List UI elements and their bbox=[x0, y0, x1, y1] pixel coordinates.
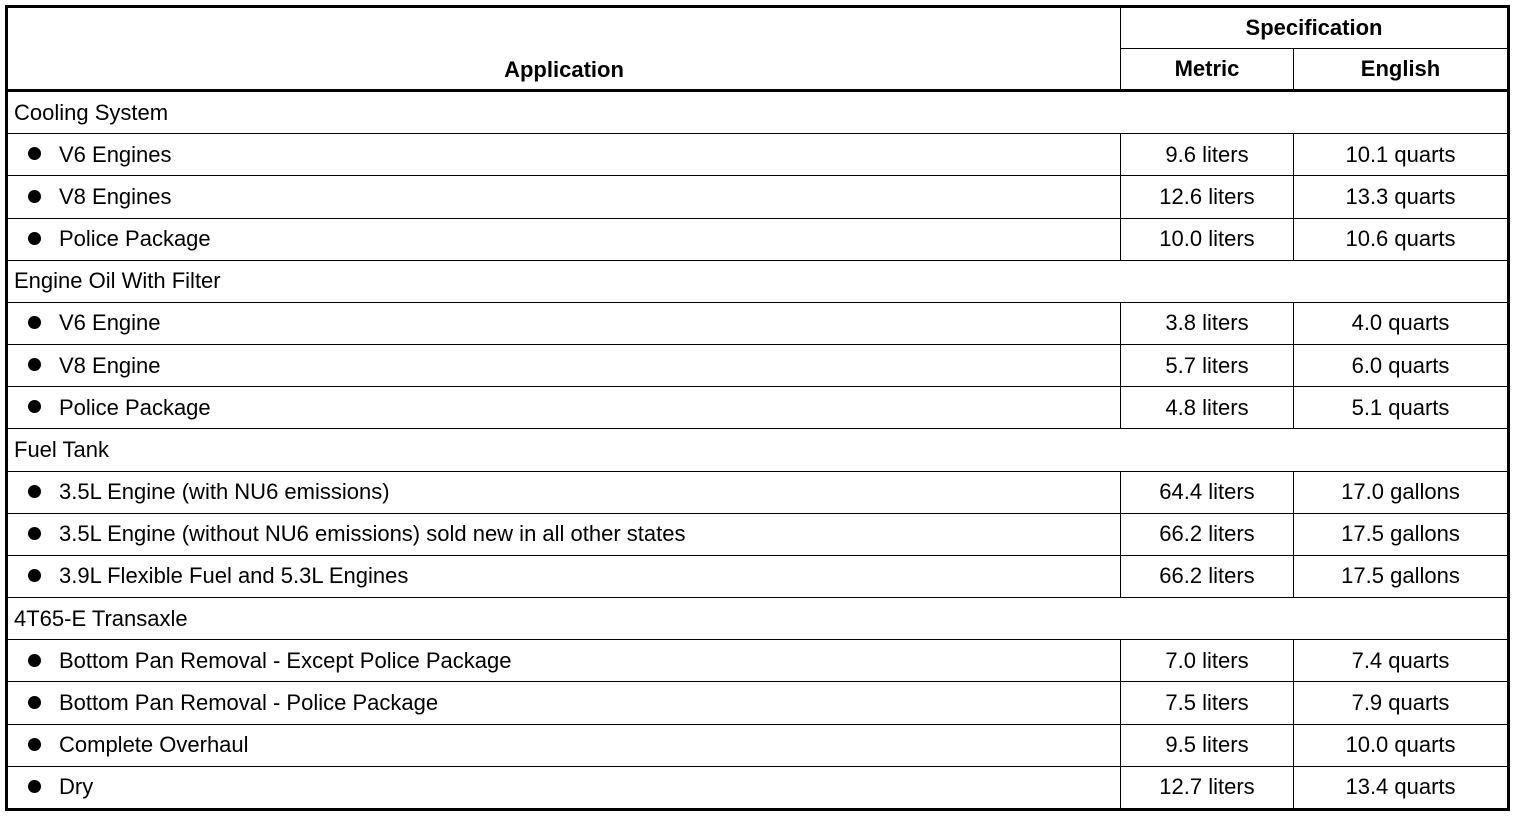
application-cell bbox=[7, 640, 1121, 682]
metric-value: 10.0 liters bbox=[1121, 218, 1294, 260]
bullet-icon bbox=[28, 232, 41, 245]
english-value: 10.0 quarts bbox=[1294, 724, 1509, 766]
bullet-icon bbox=[28, 316, 41, 329]
application-label: Complete Overhaul bbox=[59, 732, 249, 758]
application-label: Dry bbox=[59, 774, 94, 800]
section-title: Fuel Tank bbox=[7, 429, 1509, 471]
application-cell bbox=[7, 471, 1121, 513]
application-cell bbox=[7, 176, 1121, 218]
bullet-icon bbox=[28, 485, 41, 498]
application-label: Bottom Pan Removal - Police Package bbox=[59, 690, 439, 715]
bullet-icon bbox=[28, 569, 41, 582]
application-label: Police Package bbox=[59, 394, 211, 420]
application-label: Police Package bbox=[59, 226, 211, 252]
section-title: Engine Oil With Filter bbox=[7, 260, 1509, 302]
application-label: V8 Engine bbox=[59, 352, 161, 378]
metric-value: 66.2 liters bbox=[1121, 555, 1294, 597]
table-row bbox=[7, 682, 1509, 724]
english-value: 13.3 quarts bbox=[1294, 176, 1509, 218]
english-value: 10.1 quarts bbox=[1294, 134, 1509, 176]
bullet-icon bbox=[28, 400, 41, 413]
application-cell bbox=[7, 218, 1121, 260]
table-row bbox=[7, 766, 1509, 809]
english-value: 5.1 quarts bbox=[1294, 387, 1509, 429]
english-value: 17.5 gallons bbox=[1294, 513, 1509, 555]
table-row bbox=[7, 345, 1509, 387]
table-row bbox=[7, 471, 1509, 513]
application-label: V8 Engines bbox=[59, 183, 172, 209]
metric-value: 7.0 liters bbox=[1121, 640, 1294, 682]
english-value: 7.9 quarts bbox=[1294, 682, 1509, 724]
metric-value: 12.7 liters bbox=[1121, 766, 1294, 809]
application-cell bbox=[7, 682, 1121, 724]
application-label: 3.9L Flexible Fuel and 5.3L Engines bbox=[59, 563, 409, 589]
section-row bbox=[7, 260, 1509, 302]
bullet-icon bbox=[28, 780, 41, 793]
english-value: 17.0 gallons bbox=[1294, 471, 1509, 513]
bullet-icon bbox=[28, 358, 41, 371]
section-title: Cooling System bbox=[7, 91, 1509, 134]
english-value: 13.4 quarts bbox=[1294, 766, 1509, 809]
english-value: 10.6 quarts bbox=[1294, 218, 1509, 260]
english-value: 17.5 gallons bbox=[1294, 555, 1509, 597]
section-title: 4T65-E Transaxle bbox=[7, 598, 1509, 640]
bullet-icon bbox=[28, 147, 41, 160]
section-row bbox=[7, 429, 1509, 471]
bullet-icon bbox=[28, 738, 41, 751]
application-cell bbox=[7, 766, 1121, 809]
section-row bbox=[7, 598, 1509, 640]
application-cell bbox=[7, 555, 1121, 597]
application-cell bbox=[7, 345, 1121, 387]
application-label: V6 Engines bbox=[59, 141, 172, 167]
table-row bbox=[7, 302, 1509, 344]
table-row bbox=[7, 176, 1509, 218]
metric-value: 12.6 liters bbox=[1121, 176, 1294, 218]
application-label: V6 Engine bbox=[59, 310, 161, 336]
metric-value: 9.5 liters bbox=[1121, 724, 1294, 766]
application-label: 3.5L Engine (without NU6 emissions) sold new in all other states bbox=[59, 521, 686, 547]
bullet-icon bbox=[28, 696, 41, 709]
english-value: 4.0 quarts bbox=[1294, 302, 1509, 344]
bullet-icon bbox=[28, 654, 41, 667]
application-cell bbox=[7, 724, 1121, 766]
metric-value: 66.2 liters bbox=[1121, 513, 1294, 555]
metric-value: 5.7 liters bbox=[1121, 345, 1294, 387]
table-row bbox=[7, 555, 1509, 597]
table-row bbox=[7, 640, 1509, 682]
metric-value: 9.6 liters bbox=[1121, 134, 1294, 176]
table-row bbox=[7, 513, 1509, 555]
application-label: Bottom Pan Removal - Except Police Package bbox=[59, 647, 512, 673]
application-cell bbox=[7, 302, 1121, 344]
table-row bbox=[7, 218, 1509, 260]
application-cell bbox=[7, 513, 1121, 555]
english-value: 7.4 quarts bbox=[1294, 640, 1509, 682]
english-header: English bbox=[1294, 49, 1509, 91]
metric-value: 64.4 liters bbox=[1121, 471, 1294, 513]
metric-value: 3.8 liters bbox=[1121, 302, 1294, 344]
metric-value: 7.5 liters bbox=[1121, 682, 1294, 724]
section-row bbox=[7, 91, 1509, 134]
metric-header: Metric bbox=[1121, 49, 1294, 91]
table-row bbox=[7, 387, 1509, 429]
bullet-icon bbox=[28, 527, 41, 540]
application-cell bbox=[7, 134, 1121, 176]
application-label: 3.5L Engine (with NU6 emissions) bbox=[59, 479, 390, 505]
english-value: 6.0 quarts bbox=[1294, 345, 1509, 387]
metric-value: 4.8 liters bbox=[1121, 387, 1294, 429]
table-body bbox=[7, 91, 1509, 810]
specification-header: Specification bbox=[1121, 7, 1509, 49]
table-row bbox=[7, 724, 1509, 766]
application-cell bbox=[7, 387, 1121, 429]
bullet-icon bbox=[28, 190, 41, 203]
application-header: Application bbox=[7, 7, 1121, 91]
table-row bbox=[7, 134, 1509, 176]
capacities-table bbox=[5, 5, 1510, 811]
